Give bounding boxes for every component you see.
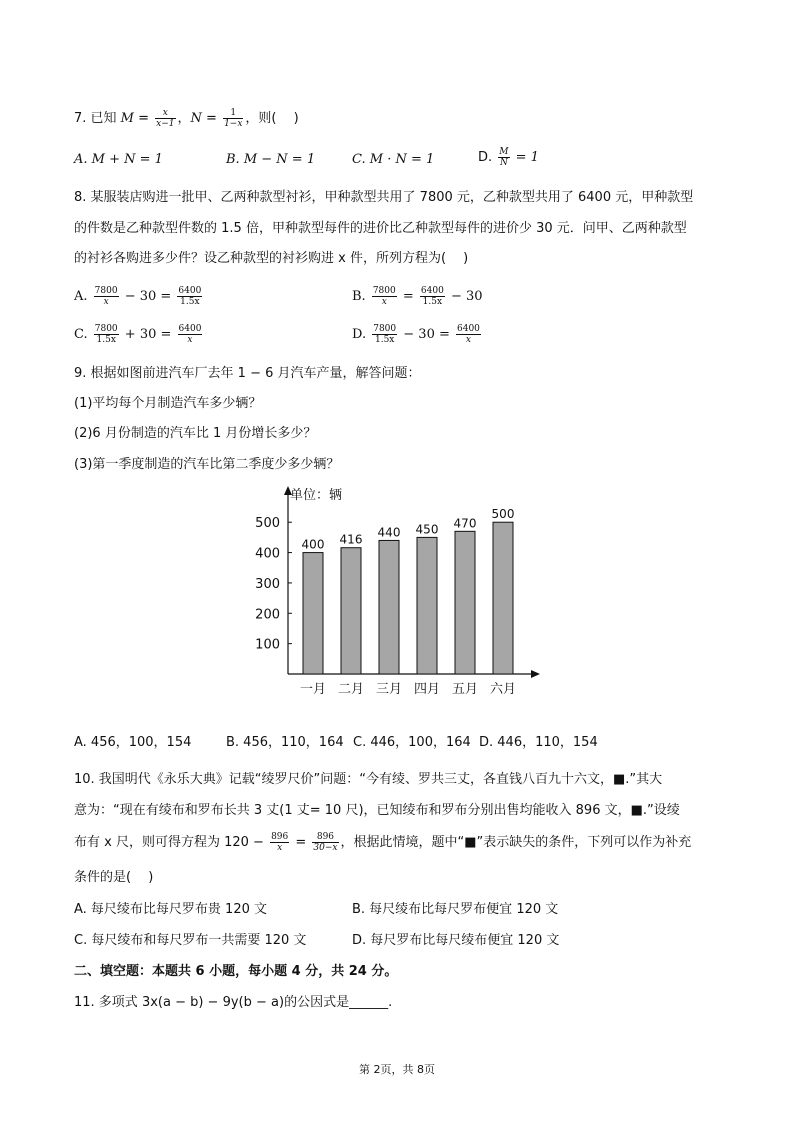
q8-b-frac-2 <box>420 286 445 307</box>
q7-n-symbol: N <box>190 111 202 126</box>
q8-c-den-1: 1.5x <box>96 335 116 345</box>
chart-x-tick-label: 六月 <box>489 682 517 697</box>
q10-frac-2-den: 30−x <box>313 843 338 853</box>
q9-line-2: (1)平均每个月制造汽车多少辆？ <box>74 396 262 411</box>
q7-frac-m-den: x−1 <box>156 119 175 129</box>
q8-d-mid: − 30 = <box>399 327 454 342</box>
q8-b-mid: = <box>398 289 418 304</box>
q8-c-num-2: 6400 <box>178 324 202 334</box>
q8-b-tail: − 30 <box>446 289 483 304</box>
chart-data-label: 450 <box>415 522 439 537</box>
q8-a-frac-2 <box>177 286 202 307</box>
q8-line-3: 的衬衫各购进多少件？设乙种款型的衬衫购进 x 件，所列方程为( ) <box>74 251 469 266</box>
chart-y-ticks <box>255 516 292 652</box>
q10-option-d: D. 每尺罗布比每尺绫布便宜 120 文 <box>352 933 560 948</box>
q7-option-d-frac <box>498 147 509 168</box>
q8-option-d <box>352 324 483 345</box>
q8-d-frac-1 <box>372 324 397 345</box>
q9-line-4: (3)第一季度制造的汽车比第二季度少多少辆？ <box>74 457 340 472</box>
q8-line-1: 8. 某服装店购进一批甲、乙两种款型衬衫，甲种款型共用了 7800 元，乙种款型共用了 6400 元，甲种款型 <box>74 190 694 205</box>
q8-c-mid: + 30 = <box>120 327 176 342</box>
q7-frac-n <box>223 108 243 129</box>
q8-a-mid: − 30 = <box>120 289 176 304</box>
chart-data-label: 400 <box>301 537 325 552</box>
q7-prefix: 7. 已知 <box>74 111 121 126</box>
q8-a-frac-1 <box>94 286 119 307</box>
chart-y-tick-label: 200 <box>255 607 280 623</box>
q10-line-2: 意为：“现在有绫布和罗布长共 3 丈(1 丈= 10 尺)，已知绫布和罗布分别出售均能收入 896 文，■.”设绫 <box>74 803 680 818</box>
question-7-stem <box>74 108 299 129</box>
q8-line-2: 的件数是乙种款型件数的 1.5 倍，甲种款型每件的进价比乙种款型每件的进价少 30 元．问甲、乙两种款型 <box>74 221 687 236</box>
chart-y-tick-label: 300 <box>255 576 280 592</box>
q8-d-den-1: 1.5x <box>374 335 395 345</box>
q7-option-d-num: M <box>499 147 509 157</box>
q10-option-a: A. 每尺绫布比每尺罗布贵 120 文 <box>74 902 268 917</box>
q7-frac-n-num: 1 <box>223 108 243 119</box>
q7-option-c: C. M · N = 1 <box>352 152 435 167</box>
q7-option-d <box>478 147 539 168</box>
q7-sep: ， <box>177 111 191 126</box>
production-bar-chart <box>240 478 550 703</box>
chart-x-tick-label: 一月 <box>299 682 327 697</box>
chart-data-label: 440 <box>377 525 401 540</box>
chart-x-tick-label: 二月 <box>337 682 365 697</box>
q7-option-d-tail: = 1 <box>511 150 539 165</box>
chart-data-label: 470 <box>453 516 477 531</box>
q10-option-b: B. 每尺绫布比每尺罗布便宜 120 文 <box>352 902 559 917</box>
q9-line-1: 9. 根据如图前进汽车厂去年 1 − 6 月汽车产量，解答问题： <box>74 366 421 381</box>
q8-option-b <box>352 286 483 307</box>
q10-frac-1 <box>270 832 289 853</box>
chart-bar <box>341 548 361 674</box>
chart-x-labels <box>300 682 516 697</box>
q9-option-c: C. 446，100，164 <box>353 735 471 750</box>
q10-line-3 <box>74 832 691 853</box>
q8-d-frac-2 <box>456 324 481 345</box>
page-footer: 第 2页，共 8页 <box>359 1063 435 1076</box>
question-11: 11. 多项式 3x(a − b) − 9y(b − a)的公因式是______. <box>74 995 393 1010</box>
chart-bars <box>302 507 515 674</box>
q7-eq: = <box>133 111 154 126</box>
q10-line-3-pre: 布有 x 尺，则可得方程为 120 − <box>74 835 269 850</box>
chart-y-label: 单位：辆 <box>290 488 343 503</box>
q10-frac-2-num: 896 <box>312 832 338 843</box>
q7-option-a: A. M + N = 1 <box>74 152 163 167</box>
chart-y-tick-label: 400 <box>255 546 280 562</box>
q8-c-den-2: x <box>187 335 193 345</box>
chart-bar <box>417 537 437 674</box>
q8-a-den-1: x <box>103 297 109 307</box>
q10-line-3-mid: = <box>291 835 311 850</box>
chart-x-axis-arrow <box>531 670 540 678</box>
q7-frac-n-den: 1−x <box>224 119 243 129</box>
chart-bar <box>303 553 323 674</box>
q8-d-den-2: x <box>465 335 471 345</box>
q10-line-3-post: ，根据此情境，题中“■”表示缺失的条件，下列可以作为补充 <box>340 835 692 850</box>
q7-eq-2: = <box>201 111 222 126</box>
chart-data-label: 500 <box>491 507 515 522</box>
q8-option-c <box>74 324 204 345</box>
q8-c-label: C. <box>74 327 92 342</box>
chart-x-tick-label: 三月 <box>375 682 403 697</box>
q8-b-label: B. <box>352 289 370 304</box>
q7-suffix: ，则( ) <box>245 111 299 126</box>
q7-option-b: B. M − N = 1 <box>226 152 316 167</box>
q7-option-d-den: N <box>499 158 508 168</box>
q8-b-frac-1 <box>372 286 397 307</box>
q7-frac-m-num: x <box>155 108 175 119</box>
chart-y-tick-label: 100 <box>255 637 280 653</box>
q8-b-num-1: 7800 <box>372 286 396 296</box>
q8-b-den-2: 1.5x <box>422 297 443 307</box>
q8-d-label: D. <box>352 327 371 342</box>
chart-data-label: 416 <box>339 532 363 547</box>
q8-a-den-2: 1.5x <box>180 297 200 307</box>
q8-option-a <box>74 286 204 307</box>
q9-option-a: A. 456，100，154 <box>74 735 192 750</box>
chart-bar <box>379 540 399 674</box>
q9-option-b: B. 456，110，164 <box>226 735 344 750</box>
q7-m-symbol: M <box>120 111 134 126</box>
q8-c-frac-2 <box>178 324 203 345</box>
chart-x-tick-label: 四月 <box>413 682 441 697</box>
q10-frac-2 <box>312 832 338 853</box>
q7-frac-m <box>155 108 175 129</box>
q8-a-num-1: 7800 <box>94 286 118 296</box>
q8-a-label: A. <box>74 289 92 304</box>
chart-y-tick-label: 500 <box>255 516 280 532</box>
q10-frac-1-den: x <box>277 843 283 853</box>
q8-a-num-2: 6400 <box>178 286 202 296</box>
q8-c-num-1: 7800 <box>94 324 118 334</box>
q7-option-d-label: D. <box>478 150 497 165</box>
chart-x-tick-label: 五月 <box>451 682 479 697</box>
q10-line-4: 条件的是( ) <box>74 870 154 885</box>
q10-frac-1-num: 896 <box>271 832 289 842</box>
chart-bar <box>493 522 513 674</box>
q10-option-c: C. 每尺绫布和每尺罗布一共需要 120 文 <box>74 933 307 948</box>
q10-line-1: 10. 我国明代《永乐大典》记载“绫罗尺价”问题：“今有绫、罗共三丈，各直钱八百九十六文，■.”其大 <box>74 772 663 787</box>
q9-line-3: (2)6 月份制造的汽车比 1 月份增长多少？ <box>74 426 317 441</box>
section-2-heading: 二、填空题：本题共 6 小题，每小题 4 分，共 24 分。 <box>74 964 398 979</box>
q8-d-num-1: 7800 <box>373 324 397 334</box>
q8-b-den-1: x <box>381 297 387 307</box>
q9-option-d: D. 446，110，154 <box>479 735 598 750</box>
q8-b-num-2: 6400 <box>420 286 444 296</box>
q8-c-frac-1 <box>94 324 119 345</box>
chart-bar <box>455 531 475 674</box>
q8-d-num-2: 6400 <box>457 324 480 334</box>
